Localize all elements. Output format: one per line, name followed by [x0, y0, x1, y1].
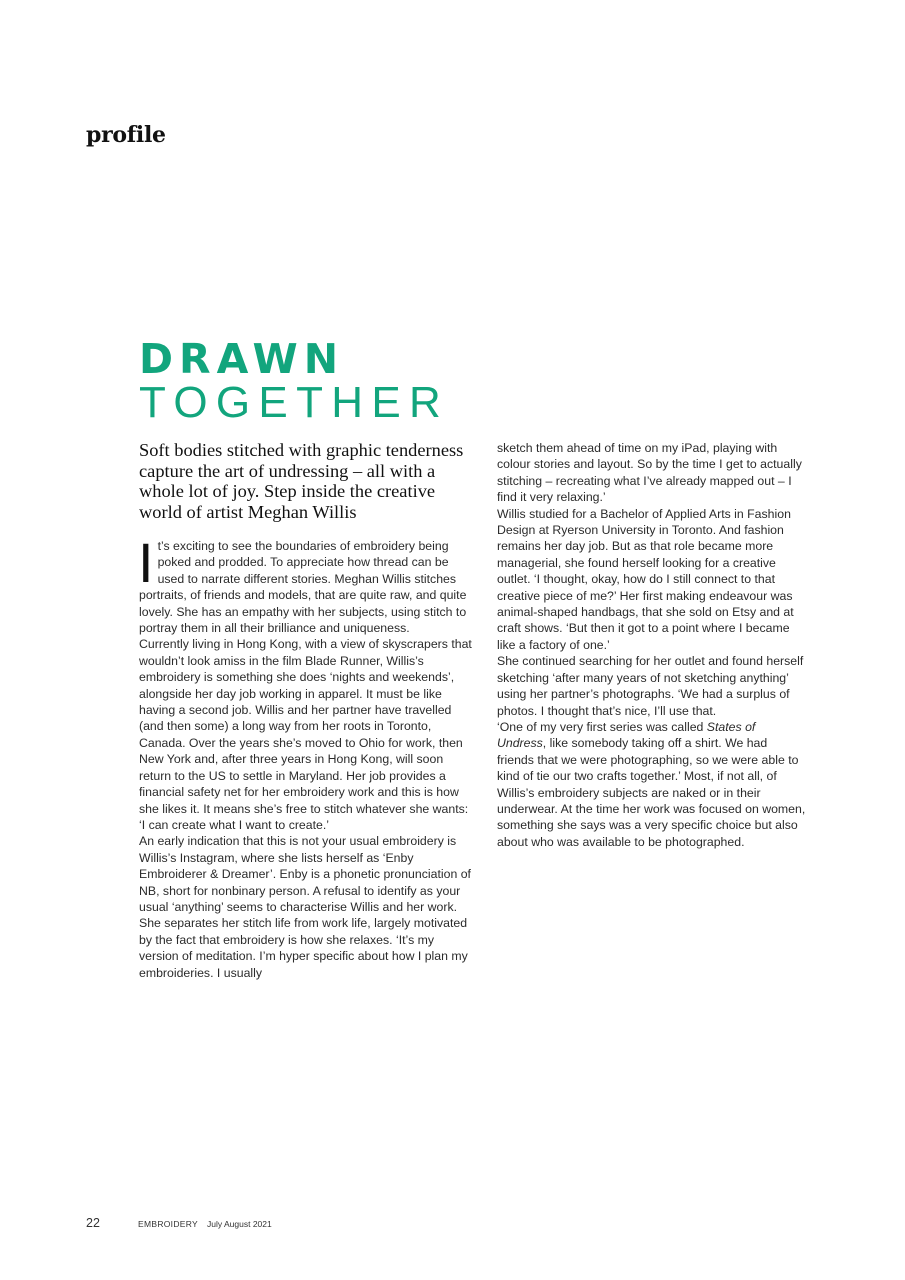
paragraph: Currently living in Hong Kong, with a view of skyscrapers that wouldn’t look amiss in the film Blade Runner, Willis’s embroidery is something she does ‘nights and weekends’, alongside her day job working in apparel. It must be like having a second job. Willis and her partner have travelled (and then some) a long way from her roots in Toronto, Canada. Over the years she’s moved to Ohio for work, then New York and, after three years in Hong Kong, will soon return to the US to settle in Maryland. Her job provides a financial safety net for her embroidery work and this is how she likes it. It means she’s free to stitch whatever she wants: ‘I can create what I want to create.’ [139, 637, 472, 832]
drop-cap: I [138, 531, 154, 594]
paragraph-text: ‘One of my very first series was called [497, 719, 707, 734]
paragraph: An early indication that this is not your usual embroidery is Willis’s Instagram, where she lists herself as ‘Enby Embroiderer & Dreamer’. Enby is a phonetic pronunciation of NB, short for nonbinary person. A refusal to identify as your usual ‘anything’ seems to characterise Willis and her work. She separates her stitch life from work life, largely motivated by the fact that embroidery is how she relaxes. ‘It’s my version of meditation. I’m hyper specific about how I plan my embroideries. I usually [139, 834, 471, 980]
paragraph: sketch them ahead of time on my iPad, playing with colour stories and layout. So by the time I get to actually stitching – recreating what I’ve already mapped out – I find it very relaxing.’ [497, 441, 802, 505]
section-label: profile [86, 122, 166, 148]
standfirst: Soft bodies stitched with graphic tenderness capture the art of undressing – all with a whole lot of joy. Step inside the creative world of artist Meghan Willis [139, 440, 464, 522]
paragraph [497, 719, 807, 850]
issue-date: July August 2021 [207, 1219, 272, 1229]
paragraph [138, 531, 473, 636]
headline-line-1: DRAWN [139, 335, 345, 383]
body-column-right [497, 440, 807, 850]
headline [139, 335, 450, 427]
page-number: 22 [86, 1216, 100, 1230]
magazine-name: EMBROIDERY [138, 1219, 198, 1229]
paragraph: Willis studied for a Bachelor of Applied Arts in Fashion Design at Ryerson University in Toronto. And fashion remains her day job. But as that role became more managerial, she found herself looking for a creative outlet. ‘I thought, okay, how do I still connect to that creative piece of me?’ Her first making endeavour was animal-shaped handbags, that she sold on Etsy and at craft shows. ‘But then it got to a point where I became like a factory of one.’ [497, 506, 794, 652]
body-column-left [138, 531, 473, 981]
paragraph: She continued searching for her outlet and found herself sketching ‘after many years of not sketching anything’ using her partner’s photographs. ‘We had a surplus of photos. I thought that’s nice, I’ll use that. [497, 654, 804, 718]
series-title: States of Undress [497, 719, 756, 751]
headline-line-2: TOGETHER [139, 378, 450, 427]
paragraph-text: t’s exciting to see the boundaries of embroidery being poked and prodded. To appreciate how thread can be used to narrate different stories. Meghan Willis stitches portraits, of friends and models, that are quite raw, and quite lovely. She has an empathy with her subjects, using stitch to portray them in all their brilliance and uniqueness. [139, 539, 467, 636]
paragraph-text: , like somebody taking off a shirt. We had friends that we were photographing, so we were able to kind of tie our two crafts together.’ Most, if not all, of Willis’s embroidery subjects are naked or in their underwear. At the time her work was focused on women, something she says was a very specific choice but also about who was available to be photographed. [497, 736, 806, 849]
